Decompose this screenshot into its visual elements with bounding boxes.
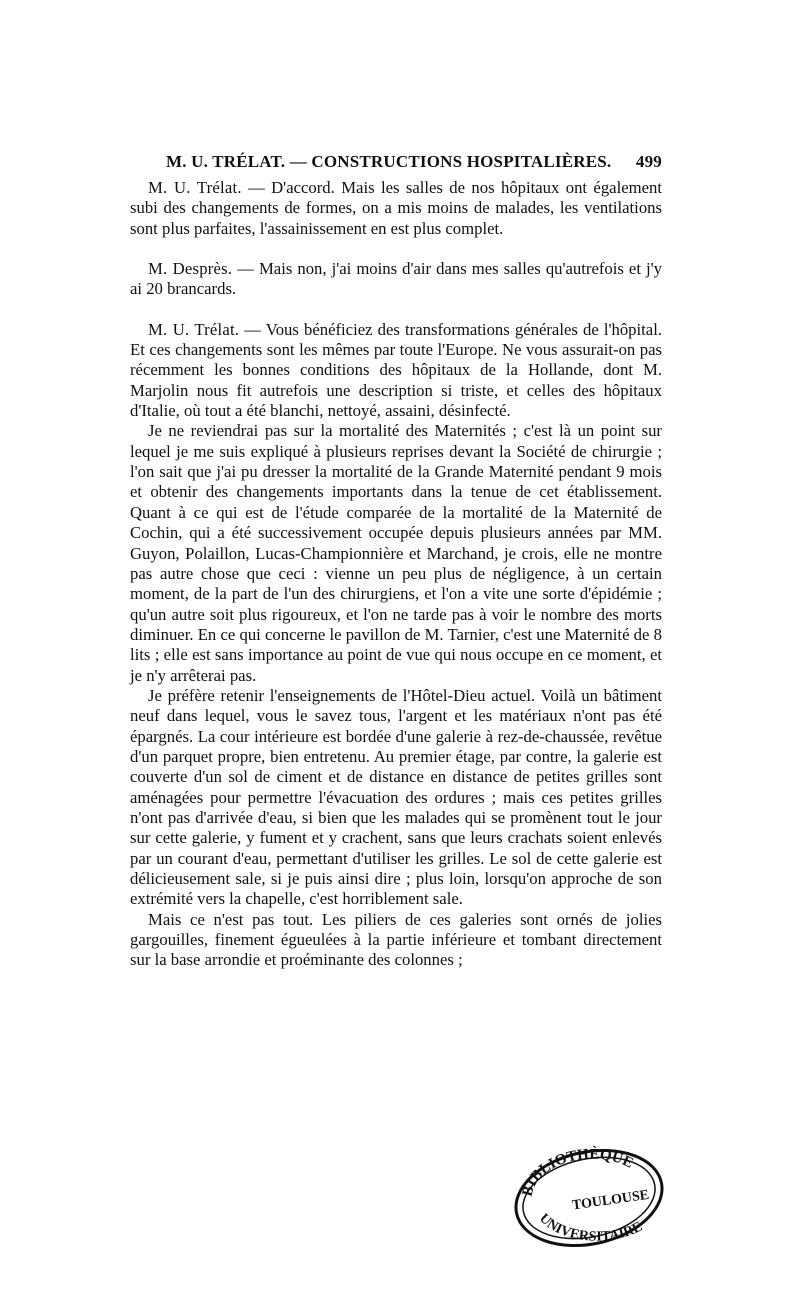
speaker-name: M. Desprès. [148,259,233,279]
paragraph-text: — Mais non, j'ai moins d'air dans mes salles qu'autrefois et j'y ai 20 brancards. [130,259,662,299]
paragraph [130,421,662,685]
book-page [130,152,662,971]
stamp-bottom-text: UNIVERSITAIRE [536,1211,646,1245]
speaker-name: M. U. Trélat. [148,178,242,197]
page-number: 499 [635,152,662,171]
paragraph [130,910,662,971]
running-header [130,152,662,178]
stamp-middle-text: TOULOUSE [571,1187,651,1214]
stamp-top-text: BIBLIOTHÈQUE [519,1146,636,1198]
paragraph [130,320,662,422]
paragraph-text: — D'accord. Mais les salles de nos hôpitaux ont également subi des changements de formes, on a mis moins de malades, les ventilations sont plus parfaites, l'assainissement en est plus complet. [130,178,663,238]
body-text [130,178,662,971]
paragraph [130,686,662,910]
running-title: M. U. TRÉLAT. — CONSTRUCTIONS HOSPITALIÈRES. [166,152,612,171]
paragraph [130,259,662,300]
paragraph-text: Mais ce n'est pas tout. Les piliers de ces galeries sont ornés de jolies gargouilles, finement égueulées à la partie inférieure et tombant directement sur la base arrondie et proéminante des colonnes ; [130,909,662,970]
paragraph-text: — Vous bénéficiez des transformations générales de l'hôpital. Et ces changements sont les mêmes par toute l'Europe. Ne vous assurait-on pas récemment les bonnes conditions des hôpitaux de la Hollande, dont M. Marjolin nous fit autrefois une description si triste, et celles des hôpitaux d'Italie, où tout a été blanchi, nettoyé, assaini, désinfecté. [130,319,662,421]
paragraph-text: Je préfère retenir l'enseignements de l'Hôtel-Dieu actuel. Voilà un bâtiment neuf dans lequel, vous le savez tous, l'argent et les matériaux n'ont pas été épargnés. La cour intérieure est bordée d'une galerie à rez-de-chaussée, revêtue d'un parquet propre, bien entretenu. Au premier étage, par contre, la galerie est couverte d'un sol de ciment et de distance en distance de petites grilles sont aménagées pour permettre l'évacuation des ordures ; mais ces petites grilles n'ont pas d'arrivée d'eau, si bien que les malades qui se promènent tout le jour sur cette galerie, y fument et y crachent, sans que leurs crachats soient enlevés par un courant d'eau, permettant d'utiliser les grilles. Le sol de cette galerie est délicieusement sale, si je puis ainsi dire ; plus loin, lorsqu'on approche de son extrémité vers la chapelle, c'est horriblement sale. [130,685,662,909]
speaker-name: M. U. Trélat. [148,319,240,339]
library-stamp [510,1145,668,1251]
paragraph [130,178,662,239]
paragraph-text: Je ne reviendrai pas sur la mortalité des Maternités ; c'est là un point sur lequel je me suis expliqué à plusieurs reprises devant la Société de chirurgie ; l'on sait que j'ai pu dresser la mortalité de la Grande Maternité pendant 9 mois et obtenir des changements importants dans la tenue de cet établissement. Quant à ce qui est de l'étude comparée de la mortalité de la Maternité de Cochin, qui a été successivement occupée depuis plusieurs années par MM. Guyon, Polaillon, Lucas-Championnière et Marchand, je crois, elle ne montre pas autre chose que ceci : vienne un peu plus de négligence, à un certain moment, de la part de l'un des chirurgiens, et l'on a vite une sorte d'épidémie ; qu'un autre soit plus rigoureux, et l'on ne tarde pas à voir le nombre des morts diminuer. En ce qui concerne le pavillon de M. Tarnier, c'est une Maternité de 8 lits ; elle est sans importance au point de vue qui nous occupe en ce moment, et je n'y arrêterai pas. [130,421,662,685]
